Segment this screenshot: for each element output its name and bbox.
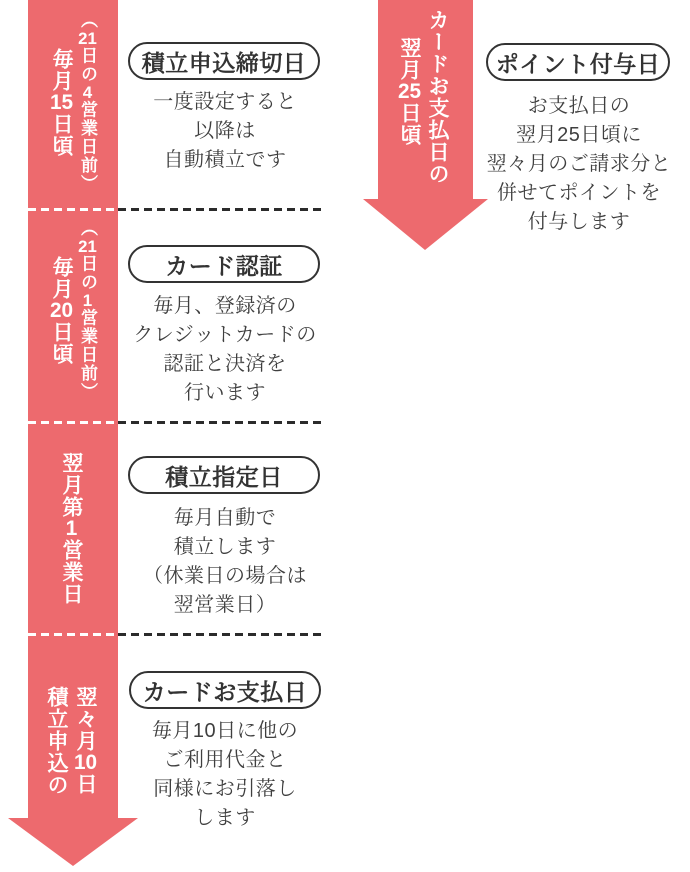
step-description: お支払日の 翌月25日頃に 翌々月のご請求分と 併せてポイントを 付与します xyxy=(486,95,672,233)
timing-date-label: 毎月15日頃 xyxy=(49,48,74,157)
timing-date-label: カードお支払日の xyxy=(426,9,449,185)
step-badge-point-grant: ポイント付与日 xyxy=(486,43,670,81)
step-description: 毎月自動で 積立します （休業日の場合は 翌営業日） xyxy=(143,507,307,616)
dotted-divider xyxy=(28,421,118,424)
dotted-divider xyxy=(118,421,322,424)
timing-note-label: （21日の1営業日前） xyxy=(78,219,97,401)
timing-date-label: 翌月第1営業日 xyxy=(60,452,83,605)
timing-date-label: 翌々月10日 xyxy=(73,686,98,795)
step-badge-deposit-date: 積立指定日 xyxy=(128,456,320,494)
timing-date-label: 積立申込の xyxy=(45,686,68,796)
dotted-divider xyxy=(28,208,118,211)
step-description: 一度設定すると 以降は 自動積立です xyxy=(153,91,297,171)
dotted-divider xyxy=(118,633,322,636)
step-badge-application-deadline: 積立申込締切日 xyxy=(128,42,320,80)
dotted-divider xyxy=(118,208,322,211)
step-description: 毎月10日に他の ご利用代金と 同様にお引落し します xyxy=(151,720,299,829)
timing-date-label: 翌月25日頃 xyxy=(397,37,422,146)
dotted-divider xyxy=(28,633,118,636)
step-badge-card-auth: カード認証 xyxy=(128,245,320,283)
timing-date-label: 毎月20日頃 xyxy=(49,256,74,365)
step-description: 毎月、登録済の クレジットカードの 認証と決済を 行います xyxy=(133,295,317,404)
step-badge-card-payment: カードお支払日 xyxy=(129,671,321,709)
monthly-flow-arrow-shaft xyxy=(28,0,118,818)
timing-note-label: （21日の4営業日前） xyxy=(78,11,97,193)
